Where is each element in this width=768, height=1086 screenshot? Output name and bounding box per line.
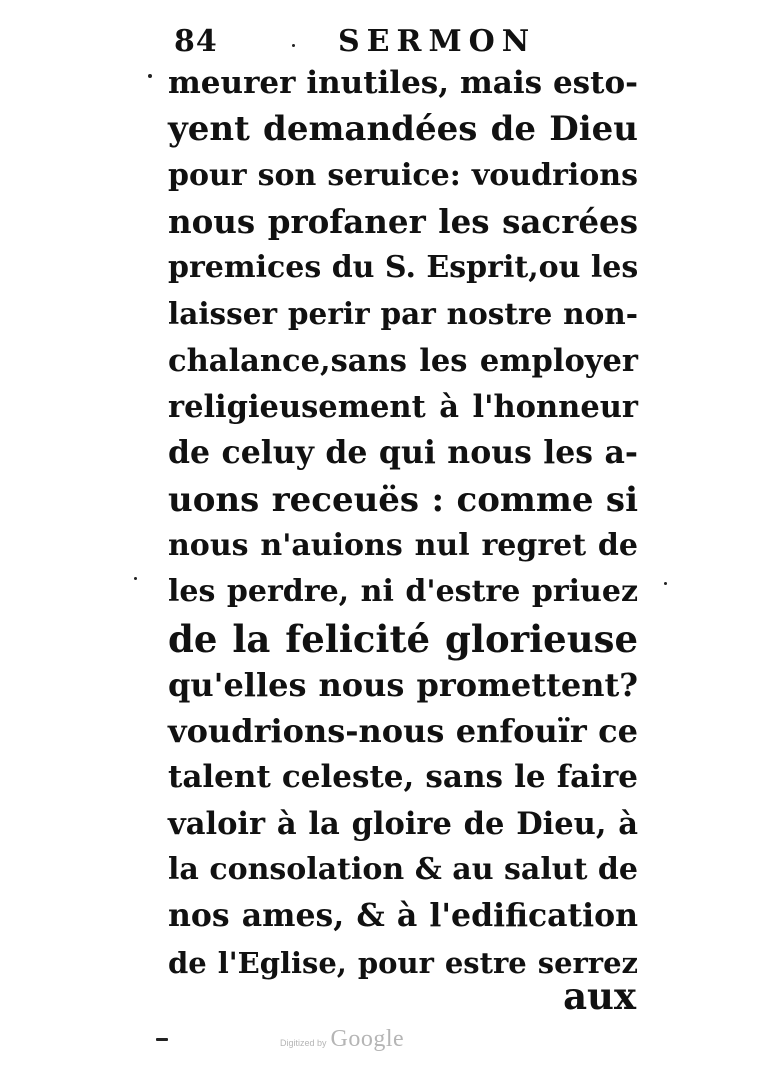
catchword: aux [563, 974, 636, 1018]
text-line: les perdre, ni d'estre priuez [168, 574, 638, 610]
text-line: la consolation & au salut de [168, 852, 638, 888]
page-number: 84 [174, 24, 218, 59]
text-line: laisser perir par nostre non- [168, 296, 638, 332]
ink-speck [156, 1038, 168, 1041]
text-line: nous n'auions nul regret de [168, 527, 638, 563]
digitized-watermark [280, 1026, 404, 1053]
text-line: de celuy de qui nous les a- [168, 434, 638, 472]
text-line: religieusement à l'honneur [168, 389, 638, 426]
running-head: SERMON [338, 24, 537, 59]
text-line: de l'Eglise, pour estre serrez [168, 945, 638, 980]
text-line: yent demandées de Dieu [168, 109, 638, 150]
text-line: nous profaner les sacrées [168, 201, 638, 241]
text-line: talent celeste, sans le faire [168, 759, 638, 796]
ink-speck [148, 74, 152, 78]
watermark-prefix: Digitized by [280, 1038, 327, 1048]
text-line: nos ames, & à l'edification [168, 897, 638, 935]
google-logo: Google [330, 1026, 405, 1052]
text-line: de la felicité glorieuse [168, 616, 638, 661]
text-line: pour son seruice: voudrions [168, 157, 638, 193]
text-line: valoir à la gloire de Dieu, à [168, 805, 638, 842]
ink-speck [664, 582, 667, 585]
text-line: chalance,sans les employer [168, 342, 638, 379]
page-header [168, 22, 638, 60]
ink-speck [292, 44, 295, 47]
text-line: premices du S. Esprit,ou les [168, 250, 639, 286]
text-line: meurer inutiles, mais esto- [168, 65, 638, 101]
text-line: qu'elles nous promettent? [168, 665, 638, 704]
body-text [168, 60, 638, 986]
text-line: voudrions-nous enfouïr ce [168, 712, 638, 751]
text-line: uons receuës : comme si [168, 479, 638, 520]
ink-speck [134, 577, 137, 580]
